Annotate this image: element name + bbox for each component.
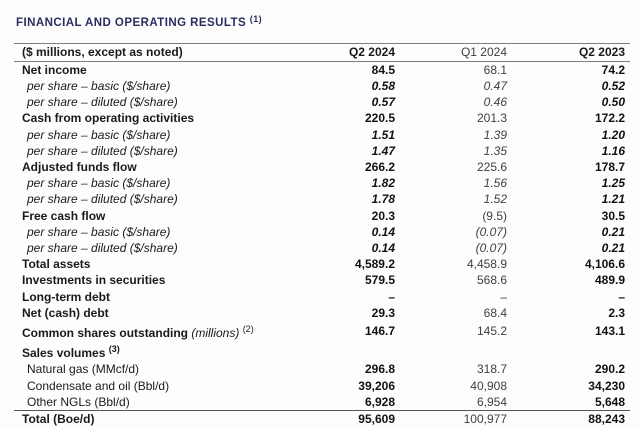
row-label: per share – diluted ($/share) bbox=[27, 192, 178, 207]
value-cell: 0.58 bbox=[371, 79, 395, 94]
value-cell: 201.3 bbox=[476, 111, 507, 126]
value-cell: 1.16 bbox=[601, 143, 625, 158]
value-cell: 0.46 bbox=[483, 95, 507, 110]
table-row bbox=[14, 361, 630, 377]
value-cell: 4,589.2 bbox=[354, 257, 395, 272]
value-cell: 0.21 bbox=[601, 224, 625, 239]
value-cell: 1.82 bbox=[371, 176, 395, 191]
financial-results-table bbox=[14, 43, 630, 427]
value-cell: 68.4 bbox=[483, 305, 507, 320]
value-cell: 579.5 bbox=[364, 273, 395, 288]
value-cell: 4,106.6 bbox=[584, 257, 625, 272]
value-cell bbox=[521, 341, 630, 361]
title-footnote-superscript: (1) bbox=[249, 13, 263, 24]
value-cell: 6,928 bbox=[364, 394, 395, 409]
value-cell: 74.2 bbox=[601, 62, 625, 77]
value-cell: 1.47 bbox=[371, 143, 395, 158]
header-col-q1-2024: Q1 2024 bbox=[460, 44, 507, 59]
value-cell: 40,908 bbox=[470, 378, 507, 393]
value-cell: 1.52 bbox=[483, 192, 507, 207]
value-cell: 220.5 bbox=[364, 111, 395, 126]
row-label: Adjusted funds flow bbox=[22, 160, 137, 175]
table-row bbox=[14, 224, 630, 240]
value-cell bbox=[344, 341, 409, 361]
row-label: Investments in securities bbox=[22, 273, 166, 288]
value-cell: 1.51 bbox=[371, 127, 395, 142]
value-cell bbox=[409, 341, 521, 361]
table-row bbox=[14, 191, 630, 207]
table-row bbox=[14, 240, 630, 256]
value-cell: 296.8 bbox=[364, 362, 395, 377]
table-body bbox=[14, 61, 630, 427]
value-cell: (0.07) bbox=[475, 224, 507, 239]
row-label: per share – basic ($/share) bbox=[27, 127, 171, 142]
value-cell: 5,648 bbox=[594, 394, 625, 409]
table-row bbox=[14, 78, 630, 94]
table-header-row bbox=[14, 43, 630, 61]
value-cell: 0.21 bbox=[601, 241, 625, 256]
footnote-superscript: (3) bbox=[108, 343, 120, 354]
value-cell: 0.14 bbox=[371, 241, 395, 256]
row-label: Net (cash) debt bbox=[22, 305, 109, 320]
table-row bbox=[14, 143, 630, 159]
row-label: Net income bbox=[22, 62, 87, 77]
table-row bbox=[14, 208, 630, 224]
table-row bbox=[14, 411, 630, 427]
value-cell: 88,243 bbox=[588, 412, 625, 427]
table-row bbox=[14, 341, 630, 361]
table-row bbox=[14, 378, 630, 394]
table-row bbox=[14, 159, 630, 175]
value-cell: 4,458.9 bbox=[466, 257, 507, 272]
value-cell: 225.6 bbox=[476, 160, 507, 175]
value-cell: 6,954 bbox=[476, 394, 507, 409]
table-row bbox=[14, 61, 630, 78]
header-col-q2-2024: Q2 2024 bbox=[348, 44, 395, 59]
value-cell: 34,230 bbox=[588, 378, 625, 393]
row-label: Condensate and oil (Bbl/d) bbox=[27, 378, 170, 393]
row-label: per share – basic ($/share) bbox=[27, 79, 171, 94]
value-cell: 178.7 bbox=[594, 160, 625, 175]
table-row bbox=[14, 94, 630, 110]
header-col-q2-2023: Q2 2023 bbox=[578, 44, 625, 59]
value-cell: – bbox=[618, 289, 625, 304]
value-cell: 0.47 bbox=[483, 79, 507, 94]
value-cell: 1.21 bbox=[601, 192, 625, 207]
table-row bbox=[14, 256, 630, 272]
value-cell: 146.7 bbox=[364, 324, 395, 339]
value-cell: 1.56 bbox=[483, 176, 507, 191]
value-cell: 290.2 bbox=[594, 362, 625, 377]
value-cell: 2.3 bbox=[608, 305, 625, 320]
table-row bbox=[14, 127, 630, 143]
row-label: Natural gas (MMcf/d) bbox=[27, 362, 140, 377]
page-title bbox=[16, 13, 640, 29]
row-label: per share – diluted ($/share) bbox=[27, 241, 178, 256]
row-label: per share – basic ($/share) bbox=[27, 224, 171, 239]
value-cell: 172.2 bbox=[594, 111, 625, 126]
value-cell: 568.6 bbox=[476, 273, 507, 288]
row-label: Free cash flow bbox=[22, 208, 106, 223]
value-cell: 39,206 bbox=[358, 378, 395, 393]
row-label: per share – diluted ($/share) bbox=[27, 95, 178, 110]
value-cell: 68.1 bbox=[483, 62, 507, 77]
row-label: Total (Boe/d) bbox=[22, 412, 95, 427]
row-label: per share – diluted ($/share) bbox=[27, 143, 178, 158]
value-cell: 1.25 bbox=[601, 176, 625, 191]
table-row bbox=[14, 321, 630, 341]
page-title-text: FINANCIAL AND OPERATING RESULTS bbox=[16, 16, 250, 29]
value-cell: – bbox=[388, 289, 395, 304]
value-cell: – bbox=[500, 289, 507, 304]
value-cell: 318.7 bbox=[476, 362, 507, 377]
value-cell: (0.07) bbox=[475, 241, 507, 256]
value-cell: 20.3 bbox=[371, 208, 395, 223]
footnote-superscript: (2) bbox=[242, 323, 254, 334]
row-label: Long-term debt bbox=[22, 289, 110, 304]
value-cell: 30.5 bbox=[601, 208, 625, 223]
value-cell: 1.35 bbox=[483, 143, 507, 158]
value-cell: 29.3 bbox=[371, 305, 395, 320]
value-cell: 0.57 bbox=[371, 95, 395, 110]
table-row bbox=[14, 305, 630, 321]
table-row bbox=[14, 394, 630, 411]
table-row bbox=[14, 110, 630, 126]
value-cell: 489.9 bbox=[594, 273, 625, 288]
row-label: per share – basic ($/share) bbox=[27, 176, 171, 191]
value-cell: 0.14 bbox=[371, 224, 395, 239]
row-label: Sales volumes $^{(3)}$ bbox=[22, 343, 120, 361]
value-cell: 0.52 bbox=[601, 79, 625, 94]
row-label: Other NGLs (Bbl/d) bbox=[27, 394, 130, 409]
table-row bbox=[14, 175, 630, 191]
value-cell: 143.1 bbox=[594, 324, 625, 339]
header-units-label: ($ millions, except as noted) bbox=[22, 44, 183, 59]
row-label: Common shares outstanding (millions) $^{(2)}$ bbox=[22, 323, 254, 341]
value-cell: 266.2 bbox=[364, 160, 395, 175]
value-cell: 1.39 bbox=[483, 127, 507, 142]
value-cell: 0.50 bbox=[601, 95, 625, 110]
row-label: Total assets bbox=[22, 257, 91, 272]
row-label: Cash from operating activities bbox=[22, 111, 195, 126]
value-cell: 100,977 bbox=[463, 412, 507, 427]
value-cell: (9.5) bbox=[482, 208, 507, 223]
value-cell: 1.78 bbox=[371, 192, 395, 207]
value-cell: 84.5 bbox=[371, 62, 395, 77]
value-cell: 1.20 bbox=[601, 127, 625, 142]
value-cell: 145.2 bbox=[476, 324, 507, 339]
table-row bbox=[14, 272, 630, 288]
table-row bbox=[14, 289, 630, 305]
value-cell: 95,609 bbox=[358, 412, 395, 427]
